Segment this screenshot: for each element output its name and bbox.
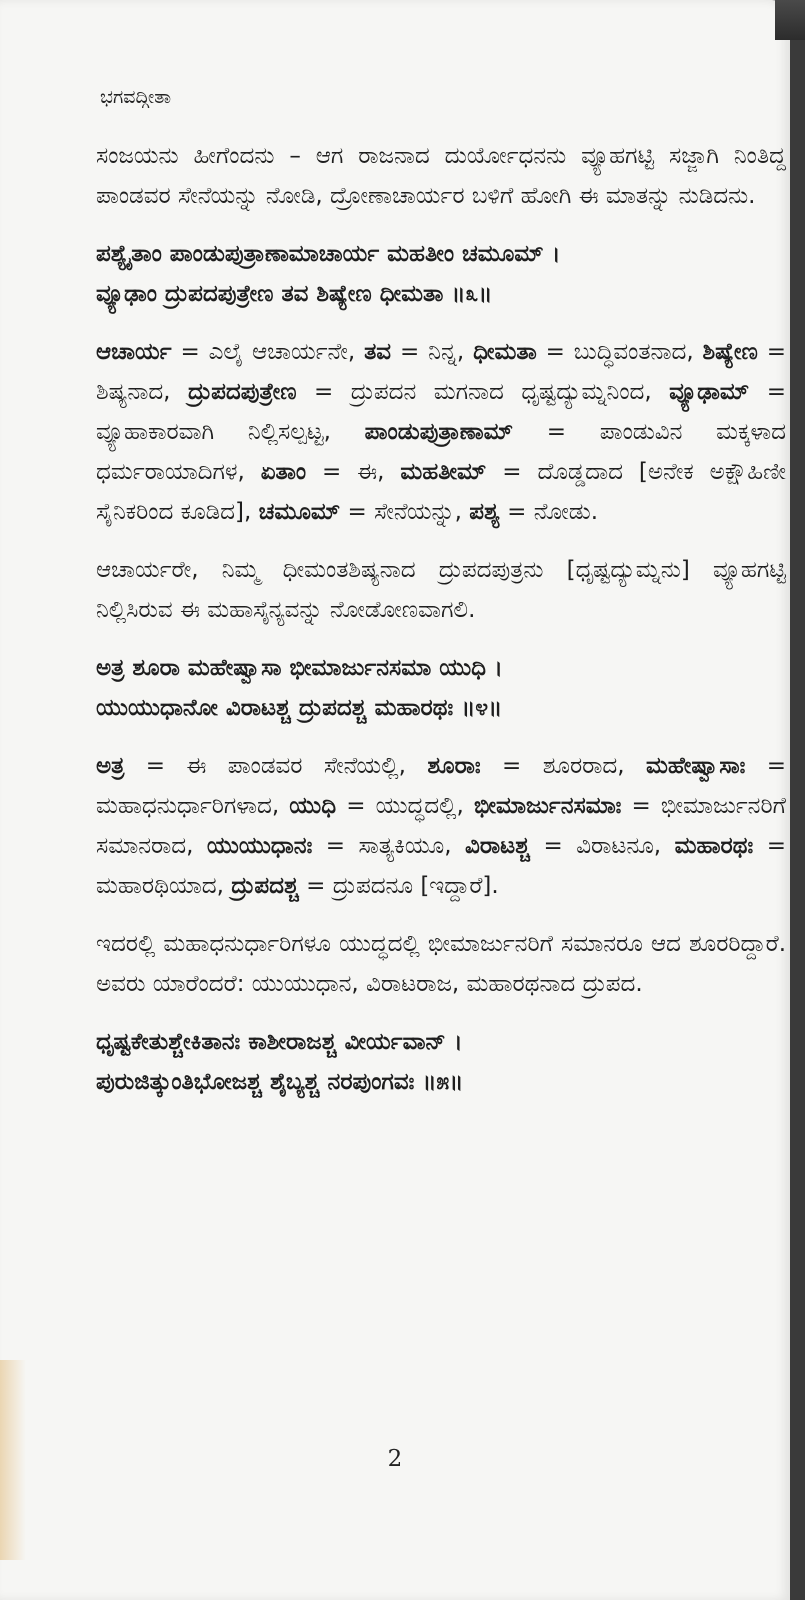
gloss-meaning: = ನಿನ್ನ, (391, 339, 474, 365)
gloss-term: ಧೀಮತಾ (473, 339, 537, 365)
gloss-meaning: = ವ್ಯೂಹಾಕಾರವಾಗಿ ನಿಲ್ಲಿಸಲ್ಪಟ್ಟ, (96, 379, 786, 445)
gloss-term: ದ್ರುಪದಶ್ಚ (231, 873, 299, 899)
gloss-meaning: = ಎಲೈ ಆಚಾರ್ಯನೇ, (171, 339, 365, 365)
page-number: 2 (387, 1446, 403, 1472)
gloss-meaning: = ಬುದ್ಧಿವಂತನಾದ, (536, 339, 703, 365)
gloss-meaning: = ಶೂರರಾದ, (480, 753, 647, 779)
verse-line: ಪುರುಜಿತ್ಕುಂತಿಭೋಜಶ್ಚ ಶೈಬ್ಯಶ್ಚ ನರಪುಂಗವಃ ॥೫॥ (96, 1069, 464, 1095)
gloss-term: ಏತಾಂ (260, 459, 307, 485)
gloss-meaning: = ಯುದ್ಧದಲ್ಲಿ, (336, 793, 474, 819)
verse-line: ವ್ಯೂಢಾಂ ದ್ರುಪದಪುತ್ರೇಣ ತವ ಶಿಷ್ಯೇಣ ಧೀಮತಾ ॥೩॥ (96, 281, 493, 307)
gloss-meaning: = ಈ ಪಾಂಡವರ ಸೇನೆಯಲ್ಲಿ, (124, 753, 428, 779)
gloss-term: ಅತ್ರ (96, 753, 125, 779)
gloss-term: ಮಹಾರಥಃ (674, 833, 754, 859)
gloss-term: ಶಿಷ್ಯೇಣ (702, 339, 758, 365)
gloss-meaning: = ಪಾಂಡುವಿನ ಮಕ್ಕಳಾದ ಧರ್ಮರಾಯಾದಿಗಳ, (96, 419, 787, 485)
gloss-term: ವ್ಯೂಢಾಮ್ (669, 379, 750, 405)
gloss-meaning: = ವಿರಾಟನೂ, (530, 833, 675, 859)
gloss-term: ಯುಯುಧಾನಃ (206, 833, 313, 859)
gloss-term: ದ್ರುಪದಪುತ್ರೇಣ (187, 379, 297, 405)
intro-paragraph: ಸಂಜಯನು ಹೀಗೆಂದನು – ಆಗ ರಾಜನಾದ ದುರ್ಯೋಧನನು ವ್ಯೂಹಗಟ್ಟಿ ಸಜ್ಜಾಗಿ ನಿಂತಿದ್ದ ಪಾಂಡವರ ಸೇನೆಯನ್ನು ನೋಡಿ, ದ್ರೋಣಾಚಾರ್ಯರ ಬಳಿಗೆ ಹೋಗಿ ಈ ಮಾತನ್ನು ನುಡಿದನು. (96, 143, 786, 209)
verse-3 (96, 234, 786, 314)
gloss-term: ತವ (364, 339, 392, 365)
gloss-meaning: = ನೋಡು. (499, 499, 599, 525)
gloss-meaning: = ಸಾತ್ಯಕಿಯೂ, (312, 833, 465, 859)
gloss-meaning: = ದ್ರುಪದನೂ [ಇದ್ದಾರೆ]. (298, 873, 499, 899)
gloss-term: ಪಶ್ಯ (469, 499, 500, 525)
gloss-meaning: = ಮಹಾಧನುರ್ಧಾರಿಗಳಾದ, (96, 753, 786, 819)
verse-4 (96, 648, 786, 728)
gloss-meaning: = ಮಹಾರಥಿಯಾದ, (96, 833, 786, 899)
verse-5 (96, 1022, 786, 1102)
verse-line: ಪಶ್ಯೈತಾಂ ಪಾಂಡುಪುತ್ರಾಣಾಮಾಚಾರ್ಯ ಮಹತೀಂ ಚಮೂಮ್ । (96, 241, 561, 267)
gloss-term: ಚಮೂಮ್ (258, 499, 341, 525)
gloss-meaning: = ಭೀಮಾರ್ಜುನರಿಗೆ ಸಮಾನರಾದ, (96, 793, 786, 859)
gloss-term: ಮಹತೀಮ್ (400, 459, 487, 485)
gloss-meaning: = ಶಿಷ್ಯನಾದ, (96, 339, 787, 405)
gloss-term: ಭೀಮಾರ್ಜುನಸಮಾಃ (473, 793, 622, 819)
running-head: ಭಗವದ್ಗೀತಾ (100, 86, 172, 108)
gloss-term: ಯುಧಿ (289, 793, 337, 819)
gloss-term: ಮಹೇಷ್ವಾಸಾಃ (646, 753, 746, 779)
gloss-meaning: = ಈ, (306, 459, 401, 485)
explanation-paragraph: ಆಚಾರ್ಯರೇ, ನಿಮ್ಮ ಧೀಮಂತಶಿಷ್ಯನಾದ ದ್ರುಪದಪುತ್ರನು [ಧೃಷ್ಟದ್ಯುಮ್ನನು] ವ್ಯೂಹಗಟ್ಟಿ ನಿಲ್ಲಿಸಿರುವ ಈ ಮಹಾಸೈನ್ಯವನ್ನು ನೋಡೋಣವಾಗಲಿ. (96, 557, 786, 623)
gloss-meaning: = ದ್ರುಪದನ ಮಗನಾದ ಧೃಷ್ಟದ್ಯುಮ್ನನಿಂದ, (296, 379, 670, 405)
verse-line: ಧೃಷ್ಟಕೇತುಶ್ಚೇಕಿತಾನಃ ಕಾಶೀರಾಜಶ್ಚ ವೀರ್ಯವಾನ್ । (96, 1029, 463, 1055)
gloss-term: ಪಾಂಡುಪುತ್ರಾಣಾಮ್ (364, 419, 513, 445)
page-content (96, 136, 786, 1120)
verse-line: ಯುಯುಧಾನೋ ವಿರಾಟಶ್ಚ ದ್ರುಪದಶ್ಚ ಮಹಾರಥಃ ॥೪॥ (96, 695, 503, 721)
gloss-meaning: = ದೊಡ್ಡದಾದ [ಅನೇಕ ಅಕ್ಷೌಹಿಣೀ ಸೈನಿಕರಿಂದ ಕೂಡಿದ], (96, 459, 786, 525)
gloss-meaning: = ಸೇನೆಯನ್ನು, (340, 499, 470, 525)
gloss-term: ಆಚಾರ್ಯ (96, 339, 172, 365)
background-corner (775, 0, 805, 40)
explanation-paragraph: ಇದರಲ್ಲಿ ಮಹಾಧನುರ್ಧಾರಿಗಳೂ ಯುದ್ಧದಲ್ಲಿ ಭೀಮಾರ್ಜುನರಿಗೆ ಸಮಾನರೂ ಆದ ಶೂರರಿದ್ದಾರೆ. ಅವರು ಯಾರೆಂದರೆ: ಯುಯುಧಾನ, ವಿರಾಟರಾಜ, ಮಹಾರಥನಾದ ದ್ರುಪದ. (96, 931, 786, 997)
verse-line: ಅತ್ರ ಶೂರಾ ಮಹೇಷ್ವಾಸಾ ಭೀಮಾರ್ಜುನಸಮಾ ಯುಧಿ । (96, 655, 503, 681)
gloss-term: ವಿರಾಟಶ್ಚ (465, 833, 531, 859)
word-meaning-paragraph (96, 746, 786, 906)
word-meaning-paragraph (96, 332, 786, 532)
gloss-term: ಶೂರಾಃ (427, 753, 481, 779)
